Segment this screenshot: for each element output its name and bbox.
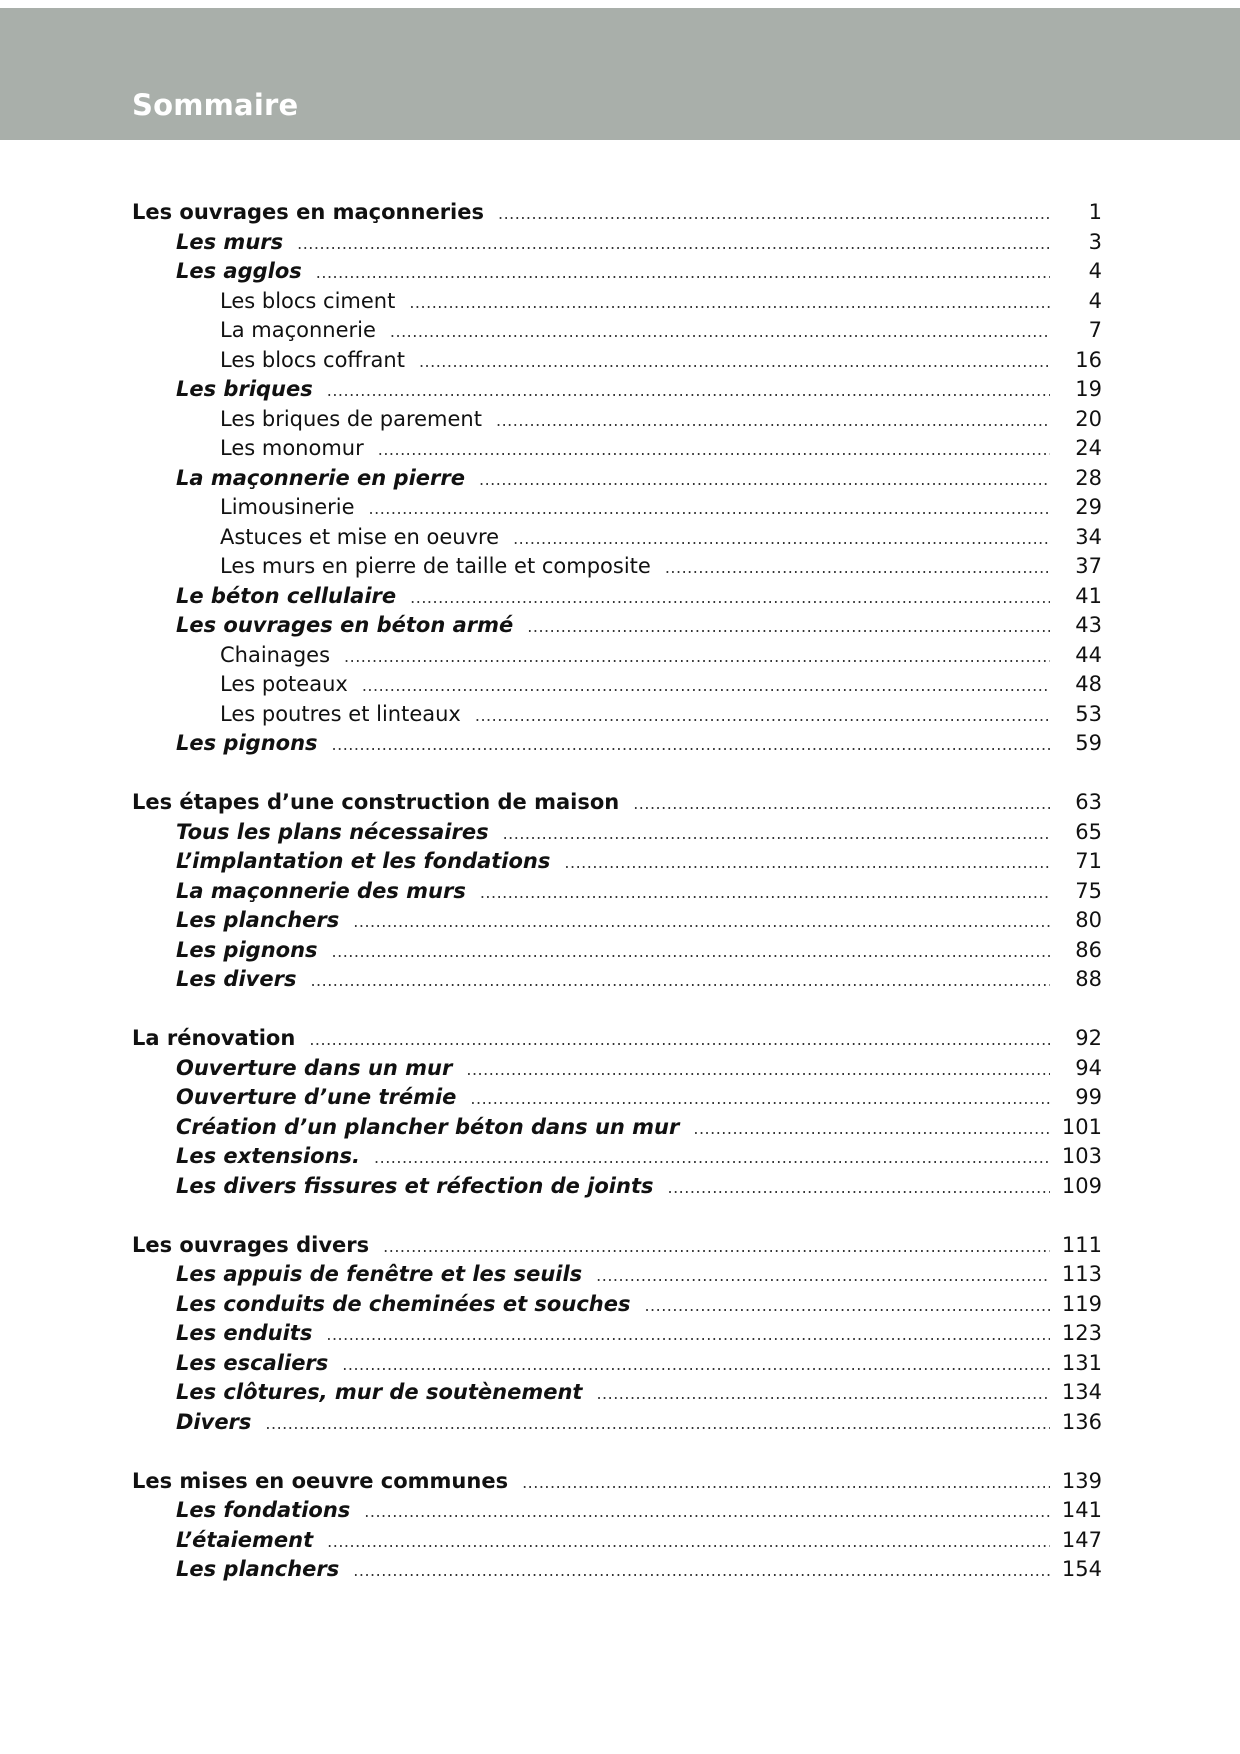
toc-entry-label: Ouverture d’une trémie <box>176 1085 457 1109</box>
toc-page-number: 37 <box>1075 554 1102 578</box>
dot-leader <box>344 642 1050 672</box>
toc-entry-label: Les planchers <box>176 1557 340 1581</box>
dot-leader <box>265 1409 1049 1439</box>
dot-leader <box>327 1527 1050 1557</box>
dot-leader <box>596 1261 1050 1291</box>
toc-entry-label: Les poutres et linteaux <box>220 702 461 726</box>
toc-entry-label: Les blocs coffrant <box>220 348 405 372</box>
toc-entry-label: Les enduits <box>176 1321 313 1345</box>
dot-leader <box>326 1320 1050 1350</box>
toc-page-number: 101 <box>1061 1115 1102 1139</box>
dot-leader <box>297 229 1050 259</box>
toc-page-number: 20 <box>1075 407 1102 431</box>
dot-leader <box>310 966 1050 996</box>
toc-page-number: 119 <box>1061 1292 1102 1316</box>
toc-entry-label: La rénovation <box>132 1026 296 1050</box>
toc-entry-label: Création d’un plancher béton dans un mur <box>176 1115 680 1139</box>
toc-page-number: 136 <box>1061 1410 1102 1434</box>
toc-entry[interactable] <box>220 286 1102 316</box>
page-title: Sommaire <box>132 88 299 122</box>
toc-page-number: 134 <box>1061 1380 1102 1404</box>
toc-entry[interactable] <box>176 463 1102 493</box>
toc-page-number: 28 <box>1075 466 1102 490</box>
toc-page-number: 7 <box>1088 318 1102 342</box>
toc-entry[interactable] <box>176 227 1102 257</box>
toc-entry-label: Les mises en oeuvre communes <box>132 1469 509 1493</box>
toc-entry-label: Les blocs ciment <box>220 289 396 313</box>
dot-leader <box>390 317 1050 347</box>
toc-page-number: 43 <box>1075 613 1102 637</box>
toc-entry-label: La maçonnerie <box>220 318 376 342</box>
toc-entry[interactable] <box>176 256 1102 286</box>
toc-page-number: 41 <box>1075 584 1102 608</box>
toc-page-number: 103 <box>1061 1144 1102 1168</box>
toc-page-number: 99 <box>1075 1085 1102 1109</box>
toc-entry-label: Divers <box>176 1410 252 1434</box>
toc-page-number: 113 <box>1061 1262 1102 1286</box>
toc-entry-label: Les ouvrages divers <box>132 1233 370 1257</box>
toc-page-number: 4 <box>1088 289 1102 313</box>
toc-entry[interactable] <box>176 905 1102 935</box>
toc-entry-label: Les planchers <box>176 908 340 932</box>
toc-entry[interactable] <box>176 1112 1102 1142</box>
toc-entry-label: Tous les plans nécessaires <box>176 820 489 844</box>
toc-entry[interactable] <box>176 1525 1102 1555</box>
dot-leader <box>522 1468 1050 1498</box>
toc-entry[interactable] <box>220 551 1102 581</box>
toc-entry[interactable] <box>220 492 1102 522</box>
dot-leader <box>332 730 1050 760</box>
toc-entry-label: Les divers <box>176 967 297 991</box>
dot-leader <box>633 789 1050 819</box>
toc-entry[interactable] <box>176 728 1102 758</box>
toc-entry-label: Ouverture dans un mur <box>176 1056 453 1080</box>
toc-entry[interactable] <box>176 935 1102 965</box>
toc-page-number: 71 <box>1075 849 1102 873</box>
toc-entry-label: Les escaliers <box>176 1351 329 1375</box>
dot-leader <box>364 1497 1050 1527</box>
toc-entry[interactable] <box>176 1495 1102 1525</box>
toc-entry[interactable] <box>176 581 1102 611</box>
toc-page-number: 80 <box>1075 908 1102 932</box>
dot-leader <box>665 553 1050 583</box>
toc-entry-label: Les ouvrages en béton armé <box>176 613 514 637</box>
toc-page-number: 24 <box>1075 436 1102 460</box>
toc-entry[interactable] <box>220 522 1102 552</box>
dot-leader <box>332 937 1050 967</box>
toc-entry-label: La maçonnerie des murs <box>176 879 466 903</box>
toc-page-number: 88 <box>1075 967 1102 991</box>
toc-page-number: 59 <box>1075 731 1102 755</box>
dot-leader <box>470 1084 1050 1114</box>
dot-leader <box>369 494 1050 524</box>
toc-entry-label: Les appuis de fenêtre et les seuils <box>176 1262 583 1286</box>
toc-entry-label: Les étapes d’une construction de maison <box>132 790 620 814</box>
toc-entry-label: Astuces et mise en oeuvre <box>220 525 500 549</box>
dot-leader <box>513 524 1050 554</box>
toc-entry-label: Les agglos <box>176 259 302 283</box>
toc-entry-label: Les divers fissures et réfection de joints <box>176 1174 654 1198</box>
toc-entry[interactable] <box>176 876 1102 906</box>
header-banner <box>0 8 1240 140</box>
toc-entry-label: L’implantation et les fondations <box>176 849 551 873</box>
toc-page-number: 4 <box>1088 259 1102 283</box>
toc-entry[interactable] <box>220 315 1102 345</box>
dot-leader <box>480 878 1050 908</box>
toc-page-number: 1 <box>1088 200 1102 224</box>
dot-leader <box>527 612 1050 642</box>
toc-entry-label: Chainages <box>220 643 331 667</box>
toc-page-number: 16 <box>1075 348 1102 372</box>
toc-page-number: 86 <box>1075 938 1102 962</box>
dot-leader <box>374 1143 1050 1173</box>
toc-page-number: 123 <box>1061 1321 1102 1345</box>
toc-entry-label: Les poteaux <box>220 672 348 696</box>
toc-page-number: 154 <box>1061 1557 1102 1581</box>
dot-leader <box>564 848 1050 878</box>
dot-leader <box>409 288 1050 318</box>
dot-leader <box>475 701 1050 731</box>
toc-entry-label: Les extensions. <box>176 1144 361 1168</box>
toc-entry[interactable] <box>176 1554 1102 1584</box>
toc-entry-label: Les murs en pierre de taille et composite <box>220 554 651 578</box>
toc-page-number: 34 <box>1075 525 1102 549</box>
dot-leader <box>342 1350 1050 1380</box>
toc-entry[interactable] <box>132 1230 1102 1260</box>
dot-leader <box>419 347 1050 377</box>
toc-entry[interactable] <box>176 1082 1102 1112</box>
toc-entry[interactable] <box>220 699 1102 729</box>
toc-entry[interactable] <box>176 1318 1102 1348</box>
toc-entry-label: La maçonnerie en pierre <box>176 466 465 490</box>
toc-entry[interactable] <box>132 1466 1102 1496</box>
toc-page-number: 94 <box>1075 1056 1102 1080</box>
dot-leader <box>693 1114 1050 1144</box>
toc-page-number: 65 <box>1075 820 1102 844</box>
toc-entry[interactable] <box>176 1053 1102 1083</box>
dot-leader <box>503 819 1050 849</box>
toc-entry-label: Le béton cellulaire <box>176 584 397 608</box>
toc-entry[interactable] <box>176 1141 1102 1171</box>
toc-page-number: 147 <box>1061 1528 1102 1552</box>
dot-leader <box>327 376 1050 406</box>
dot-leader <box>383 1232 1050 1262</box>
toc-entry[interactable] <box>176 817 1102 847</box>
toc-page-number: 109 <box>1061 1174 1102 1198</box>
dot-leader <box>596 1379 1049 1409</box>
toc-entry-label: Les briques <box>176 377 313 401</box>
dot-leader <box>410 583 1050 613</box>
toc-page-number: 141 <box>1061 1498 1102 1522</box>
toc-page-number: 63 <box>1075 790 1102 814</box>
toc-entry[interactable] <box>176 374 1102 404</box>
dot-leader <box>362 671 1050 701</box>
toc-entry[interactable] <box>132 197 1102 227</box>
toc-entry[interactable] <box>176 846 1102 876</box>
dot-leader <box>479 465 1050 495</box>
toc-page-number: 53 <box>1075 702 1102 726</box>
toc-entry-label: Les pignons <box>176 731 318 755</box>
toc-page-number: 44 <box>1075 643 1102 667</box>
toc-entry-label: Limousinerie <box>220 495 355 519</box>
toc-page-number: 111 <box>1061 1233 1102 1257</box>
toc-entry-label: Les fondations <box>176 1498 351 1522</box>
toc-entry[interactable] <box>220 404 1102 434</box>
toc-entry[interactable] <box>176 1171 1102 1201</box>
dot-leader <box>668 1173 1050 1203</box>
toc-entry[interactable] <box>220 669 1102 699</box>
toc-entry-label: L’étaiement <box>176 1528 314 1552</box>
dot-leader <box>309 1025 1050 1055</box>
dot-leader <box>353 1556 1050 1586</box>
toc-page-number: 3 <box>1088 230 1102 254</box>
toc-entry-label: Les monomur <box>220 436 364 460</box>
toc-entry[interactable] <box>132 1023 1102 1053</box>
toc-entry[interactable] <box>176 1289 1102 1319</box>
toc-entry[interactable] <box>176 1348 1102 1378</box>
toc-page-number: 92 <box>1075 1026 1102 1050</box>
toc-page-number: 131 <box>1061 1351 1102 1375</box>
toc-entry-label: Les pignons <box>176 938 318 962</box>
toc-entry[interactable] <box>176 964 1102 994</box>
toc-entry[interactable] <box>220 345 1102 375</box>
toc-page-number: 19 <box>1075 377 1102 401</box>
dot-leader <box>644 1291 1049 1321</box>
toc-entry[interactable] <box>176 1259 1102 1289</box>
toc-entry[interactable] <box>176 1407 1102 1437</box>
toc-entry[interactable] <box>176 1377 1102 1407</box>
dot-leader <box>378 435 1050 465</box>
toc-page-number: 139 <box>1061 1469 1102 1493</box>
toc-page-number: 29 <box>1075 495 1102 519</box>
toc-entry-label: Les briques de parement <box>220 407 482 431</box>
dot-leader <box>353 907 1050 937</box>
toc-entry[interactable] <box>176 610 1102 640</box>
toc-entry-label: Les ouvrages en maçonneries <box>132 200 484 224</box>
dot-leader <box>466 1055 1050 1085</box>
toc-page-number: 75 <box>1075 879 1102 903</box>
dot-leader <box>316 258 1050 288</box>
toc-page-number: 48 <box>1075 672 1102 696</box>
toc-entry-label: Les conduits de cheminées et souches <box>176 1292 631 1316</box>
dot-leader <box>498 199 1050 229</box>
toc-entry-label: Les clôtures, mur de soutènement <box>176 1380 583 1404</box>
toc-entry[interactable] <box>132 787 1102 817</box>
dot-leader <box>496 406 1050 436</box>
toc-entry[interactable] <box>220 433 1102 463</box>
toc-entry-label: Les murs <box>176 230 284 254</box>
toc-entry[interactable] <box>220 640 1102 670</box>
